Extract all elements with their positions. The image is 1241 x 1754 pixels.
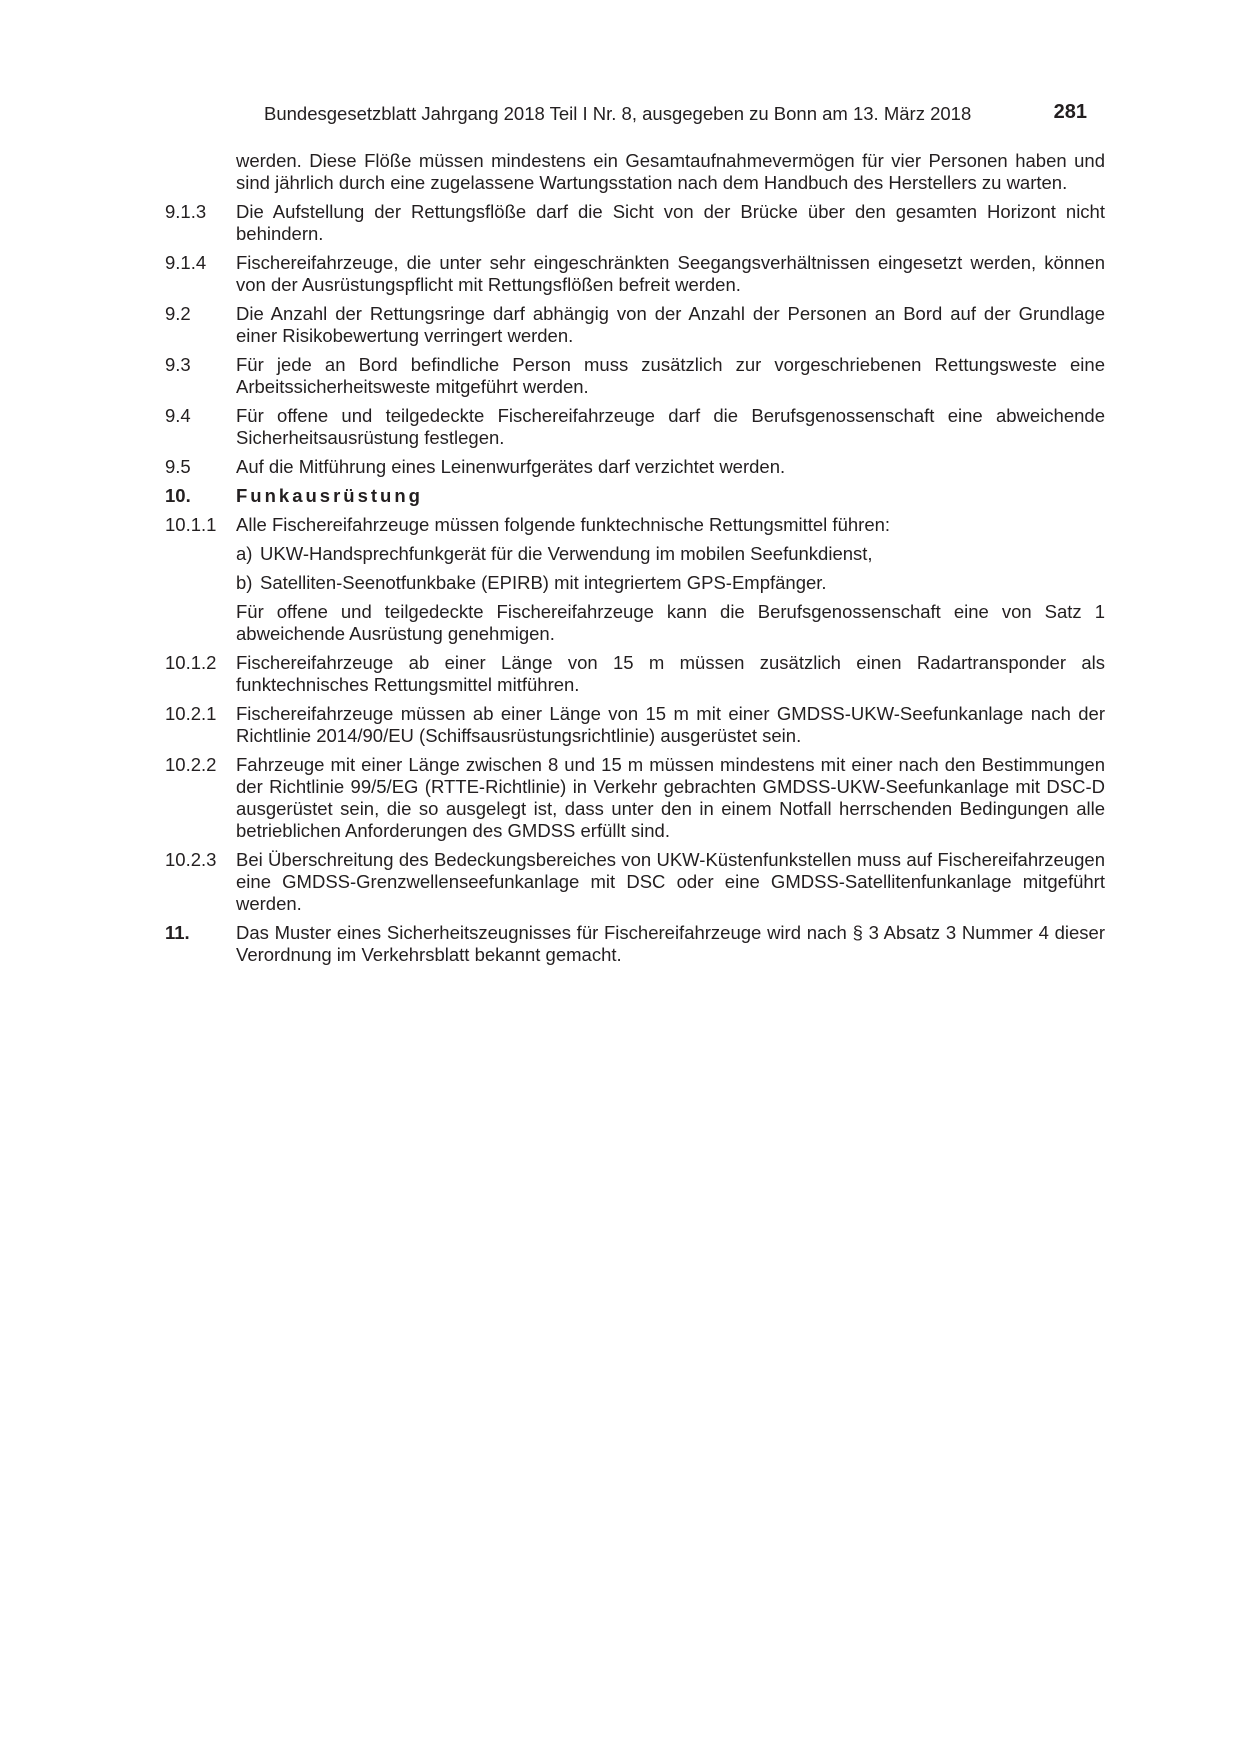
paragraph-number: 9.3 (165, 354, 191, 375)
paragraph-number: 9.1.4 (165, 252, 207, 273)
paragraph (165, 652, 1105, 696)
section-heading (165, 485, 1105, 507)
list-item (165, 572, 1105, 594)
paragraph-continuation (165, 601, 1105, 645)
paragraph-number: 9.1.3 (165, 201, 207, 222)
paragraph (165, 405, 1105, 449)
document-body (165, 150, 1105, 973)
paragraph (165, 849, 1105, 915)
list-marker: a) (236, 543, 253, 564)
paragraph-number: 9.5 (165, 456, 191, 477)
paragraph (165, 201, 1105, 245)
paragraph-text: Das Muster eines Sicherheitszeugnisses für Fischereifahrzeuge wird nach § 3 Absatz 3 Nummer 4 dieser Verordnung im Verkehrsblatt bekannt gemacht. (236, 922, 1105, 965)
page-header (264, 99, 1101, 129)
header-title: Bundesgesetzblatt Jahrgang 2018 Teil I Nr. 8, ausgegeben zu Bonn am 13. März 2018 (264, 103, 972, 124)
paragraph-text: Die Aufstellung der Rettungsflöße darf die Sicht von der Brücke über den gesamten Horizont nicht behindern. (236, 201, 1105, 244)
paragraph-number: 10.1.2 (165, 652, 217, 673)
paragraph-text: Bei Überschreitung des Bedeckungsbereiches von UKW-Küstenfunkstellen muss auf Fischereifahrzeugen eine GMDSS-Grenzwellenseefunkanlage mit DSC oder eine GMDSS-Satellitenfunkanlage mitgeführt werden. (236, 849, 1105, 914)
paragraph-number: 10.2.1 (165, 703, 217, 724)
paragraph (165, 703, 1105, 747)
paragraph (165, 252, 1105, 296)
list-item-text: UKW-Handsprechfunkgerät für die Verwendung im mobilen Seefunkdienst, (260, 543, 873, 564)
section-paragraph (165, 922, 1105, 966)
paragraph-text: Fischereifahrzeuge, die unter sehr eingeschränkten Seegangsverhältnissen eingesetzt werden, können von der Ausrüstungspflicht mit Rettungsflößen befreit werden. (236, 252, 1105, 295)
paragraph-text: Fahrzeuge mit einer Länge zwischen 8 und 15 m müssen mindestens mit einer nach den Bestimmungen der Richtlinie 99/5/EG (RTTE-Richtlinie) in Verkehr gebrachten GMDSS-UKW-Seefunkanlage mit DSC-D ausgerüstet sein, die so ausgelegt ist, dass unter den in einem Notfall herrschenden Bedingungen alle betrieblichen Anforderungen des GMDSS erfüllt sind. (236, 754, 1105, 841)
paragraph-text: werden. Diese Flöße müssen mindestens ein Gesamtaufnahmevermögen für vier Personen haben und sind jährlich durch eine zugelassene Wartungsstation nach dem Handbuch des Herstellers zu warten. (236, 150, 1105, 193)
paragraph (165, 354, 1105, 398)
paragraph-text: Für offene und teilgedeckte Fischereifahrzeuge kann die Berufsgenossenschaft eine von Satz 1 abweichende Ausrüstung genehmigen. (236, 601, 1105, 644)
paragraph-number: 10.1.1 (165, 514, 217, 535)
paragraph (165, 303, 1105, 347)
section-number: 10. (165, 485, 191, 506)
list-marker: b) (236, 572, 253, 593)
list-item (165, 543, 1105, 565)
paragraph-text: Auf die Mitführung eines Leinenwurfgerätes darf verzichtet werden. (236, 456, 786, 477)
paragraph (165, 514, 1105, 536)
paragraph-text: Fischereifahrzeuge müssen ab einer Länge von 15 m mit einer GMDSS-UKW-Seefunkanlage nach der Richtlinie 2014/90/EU (Schiffsausrüstungsrichtlinie) ausgerüstet sein. (236, 703, 1105, 746)
paragraph-number: 9.2 (165, 303, 191, 324)
paragraph (165, 150, 1105, 194)
paragraph-text: Für jede an Bord befindliche Person muss zusätzlich zur vorgeschriebenen Rettungsweste eine Arbeitssicherheitsweste mitgeführt werden. (236, 354, 1105, 397)
paragraph-number: 10.2.3 (165, 849, 217, 870)
paragraph-number: 9.4 (165, 405, 191, 426)
list-item-text: Satelliten-Seenotfunkbake (EPIRB) mit integriertem GPS-Empfänger. (260, 572, 827, 593)
section-title: Funkausrüstung (236, 485, 423, 506)
paragraph-text: Für offene und teilgedeckte Fischereifahrzeuge darf die Berufsgenossenschaft eine abweichende Sicherheitsausrüstung festlegen. (236, 405, 1105, 448)
paragraph (165, 456, 1105, 478)
page-number: 281 (1053, 101, 1087, 123)
paragraph-text: Die Anzahl der Rettungsringe darf abhängig von der Anzahl der Personen an Bord auf der Grundlage einer Risikobewertung verringert werden. (236, 303, 1105, 346)
paragraph-text: Fischereifahrzeuge ab einer Länge von 15 m müssen zusätzlich einen Radartransponder als funktechnisches Rettungsmittel mitführen. (236, 652, 1105, 695)
paragraph-number: 10.2.2 (165, 754, 217, 775)
paragraph-text: Alle Fischereifahrzeuge müssen folgende funktechnische Rettungsmittel führen: (236, 514, 891, 535)
section-number: 11. (165, 922, 190, 943)
paragraph (165, 754, 1105, 842)
